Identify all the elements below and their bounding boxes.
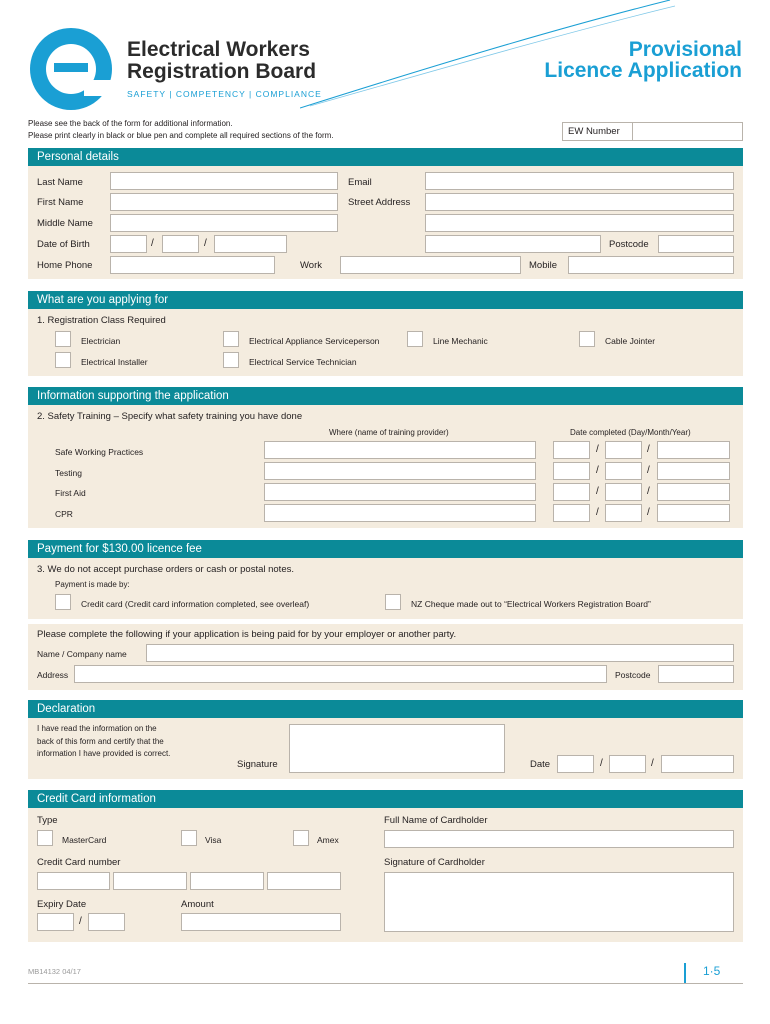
training-row-label: Testing xyxy=(55,468,82,478)
declaration-text-line1: I have read the information on the xyxy=(37,724,157,733)
footer-divider xyxy=(684,963,686,983)
date-separator: / xyxy=(596,465,599,476)
dob-separator: / xyxy=(204,238,207,249)
mastercard-label: MasterCard xyxy=(62,835,107,845)
card-type-label: Type xyxy=(37,815,58,826)
credit-card-number-label: Credit Card number xyxy=(37,857,121,868)
training-row-label: Safe Working Practices xyxy=(55,447,144,457)
intro-line2: Please print clearly in black or blue pen and complete all required sections of the form. xyxy=(28,131,334,140)
street-address-input-2[interactable] xyxy=(425,214,734,232)
street-address-input-3[interactable] xyxy=(425,235,601,253)
training-year-input[interactable] xyxy=(657,462,730,480)
email-input[interactable] xyxy=(425,172,734,190)
credit-card-checkbox[interactable] xyxy=(55,594,71,610)
signature-input[interactable] xyxy=(289,724,505,773)
line-mechanic-checkbox[interactable] xyxy=(407,331,423,347)
street-address-label: Street Address xyxy=(348,197,411,208)
date-separator: / xyxy=(596,507,599,518)
payment-header: Payment for $130.00 licence fee xyxy=(28,540,743,558)
expiry-date-label: Expiry Date xyxy=(37,899,87,910)
training-provider-input[interactable] xyxy=(264,483,536,501)
cheque-checkbox[interactable] xyxy=(385,594,401,610)
support-header: Information supporting the application xyxy=(28,387,743,405)
mastercard-checkbox[interactable] xyxy=(37,830,53,846)
payer-postcode-label: Postcode xyxy=(615,670,651,680)
training-day-input[interactable] xyxy=(553,483,590,501)
dob-separator: / xyxy=(151,238,154,249)
date-separator: / xyxy=(647,444,650,455)
credit-card-header: Credit Card information xyxy=(28,790,743,808)
ew-number-input[interactable] xyxy=(632,123,742,140)
name-company-input[interactable] xyxy=(146,644,734,662)
electrician-checkbox[interactable] xyxy=(55,331,71,347)
date-separator: / xyxy=(600,758,603,769)
cardholder-signature-label: Signature of Cardholder xyxy=(384,857,485,868)
cable-jointer-checkbox[interactable] xyxy=(579,331,595,347)
visa-checkbox[interactable] xyxy=(181,830,197,846)
appliance-serviceperson-label: Electrical Appliance Serviceperson xyxy=(249,336,380,346)
electrician-label: Electrician xyxy=(81,336,121,346)
safety-training-question: 2. Safety Training – Specify what safety training you have done xyxy=(37,411,303,422)
signature-label: Signature xyxy=(237,759,278,770)
middle-name-input[interactable] xyxy=(110,214,338,232)
name-company-label: Name / Company name xyxy=(37,649,127,659)
training-year-input[interactable] xyxy=(657,441,730,459)
training-month-input[interactable] xyxy=(605,462,642,480)
tagline: SAFETY | COMPETENCY | COMPLIANCE xyxy=(127,89,322,99)
payer-postcode-input[interactable] xyxy=(658,665,734,683)
postcode-label: Postcode xyxy=(609,239,649,250)
email-label: Email xyxy=(348,177,372,188)
intro-line1: Please see the back of the form for additional information. xyxy=(28,119,233,128)
training-day-input[interactable] xyxy=(553,462,590,480)
date-separator: / xyxy=(651,758,654,769)
applying-header: What are you applying for xyxy=(28,291,743,309)
credit-card-option-label: Credit card (Credit card information completed, see overleaf) xyxy=(81,599,310,609)
dob-year-input[interactable] xyxy=(214,235,287,253)
first-name-label: First Name xyxy=(37,197,84,208)
training-year-input[interactable] xyxy=(657,504,730,522)
footer-rule xyxy=(28,983,743,984)
card-number-group2-input[interactable] xyxy=(113,872,187,890)
training-provider-input[interactable] xyxy=(264,504,536,522)
amex-label: Amex xyxy=(317,835,339,845)
cardholder-name-label: Full Name of Cardholder xyxy=(384,815,488,826)
appliance-serviceperson-checkbox[interactable] xyxy=(223,331,239,347)
date-separator: / xyxy=(647,507,650,518)
header-swoosh xyxy=(300,0,680,110)
declaration-year-input[interactable] xyxy=(661,755,734,773)
dob-month-input[interactable] xyxy=(162,235,199,253)
declaration-header: Declaration xyxy=(28,700,743,718)
middle-name-label: Middle Name xyxy=(37,218,93,229)
declaration-text-line2: back of this form and certify that the xyxy=(37,737,164,746)
payer-address-label: Address xyxy=(37,670,69,680)
date-separator: / xyxy=(647,465,650,476)
home-phone-label: Home Phone xyxy=(37,260,93,271)
org-name-line2: Registration Board xyxy=(127,60,317,83)
dob-day-input[interactable] xyxy=(110,235,147,253)
payer-address-input[interactable] xyxy=(74,665,607,683)
training-provider-input[interactable] xyxy=(264,441,536,459)
declaration-date-label: Date xyxy=(530,759,551,770)
amount-input[interactable] xyxy=(181,913,341,931)
ew-number-label: EW Number xyxy=(568,126,620,137)
cable-jointer-label: Cable Jointer xyxy=(605,336,656,346)
visa-label: Visa xyxy=(205,835,222,845)
date-separator: / xyxy=(596,444,599,455)
form-title-line1: Provisional xyxy=(628,38,742,61)
training-row-label: First Aid xyxy=(55,488,86,498)
service-technician-label: Electrical Service Technician xyxy=(249,357,357,367)
line-mechanic-label: Line Mechanic xyxy=(433,336,488,346)
cardholder-name-input[interactable] xyxy=(384,830,734,848)
employer-payment-note: Please complete the following if your application is being paid for by your employer or another party. xyxy=(37,629,457,640)
page-number: 1·5 xyxy=(703,964,721,978)
training-row-label: CPR xyxy=(55,509,73,519)
training-provider-input[interactable] xyxy=(264,462,536,480)
expiry-year-input[interactable] xyxy=(88,913,125,931)
org-name-line1: Electrical Workers xyxy=(127,38,310,61)
payment-note: 3. We do not accept purchase orders or cash or postal notes. xyxy=(37,564,294,575)
work-phone-label: Work xyxy=(300,260,322,271)
date-separator: / xyxy=(596,486,599,497)
personal-details-header: Personal details xyxy=(28,148,743,166)
last-name-label: Last Name xyxy=(37,177,83,188)
date-separator: / xyxy=(647,486,650,497)
col-training-provider: Where (name of training provider) xyxy=(329,428,449,437)
mobile-input[interactable] xyxy=(568,256,734,274)
postcode-input[interactable] xyxy=(658,235,734,253)
amount-label: Amount xyxy=(181,899,214,910)
payment-made-by-label: Payment is made by: xyxy=(55,580,130,589)
declaration-text-line3: information I have provided is correct. xyxy=(37,749,171,758)
electrical-installer-checkbox[interactable] xyxy=(55,352,71,368)
training-month-input[interactable] xyxy=(605,483,642,501)
cheque-option-label: NZ Cheque made out to “Electrical Workers Registration Board” xyxy=(411,599,651,609)
training-day-input[interactable] xyxy=(553,504,590,522)
col-date-completed: Date completed (Day/Month/Year) xyxy=(570,428,691,437)
training-month-input[interactable] xyxy=(605,441,642,459)
street-address-input-1[interactable] xyxy=(425,193,734,211)
cardholder-signature-input[interactable] xyxy=(384,872,734,932)
service-technician-checkbox[interactable] xyxy=(223,352,239,368)
training-year-input[interactable] xyxy=(657,483,730,501)
electrical-installer-label: Electrical Installer xyxy=(81,357,148,367)
work-phone-input[interactable] xyxy=(340,256,521,274)
form-title-line2: Licence Application xyxy=(544,59,742,82)
card-number-group4-input[interactable] xyxy=(267,872,341,890)
last-name-input[interactable] xyxy=(110,172,338,190)
form-code: MB14132 04/17 xyxy=(28,967,81,976)
mobile-label: Mobile xyxy=(529,260,557,271)
declaration-month-input[interactable] xyxy=(609,755,646,773)
training-day-input[interactable] xyxy=(553,441,590,459)
first-name-input[interactable] xyxy=(110,193,338,211)
ewrb-logo-icon xyxy=(28,26,114,112)
training-month-input[interactable] xyxy=(605,504,642,522)
date-separator: / xyxy=(79,916,82,927)
card-number-group3-input[interactable] xyxy=(190,872,264,890)
amex-checkbox[interactable] xyxy=(293,830,309,846)
expiry-month-input[interactable] xyxy=(37,913,74,931)
card-number-group1-input[interactable] xyxy=(37,872,110,890)
home-phone-input[interactable] xyxy=(110,256,275,274)
registration-class-question: 1. Registration Class Required xyxy=(37,315,166,326)
declaration-day-input[interactable] xyxy=(557,755,594,773)
dob-label: Date of Birth xyxy=(37,239,90,250)
